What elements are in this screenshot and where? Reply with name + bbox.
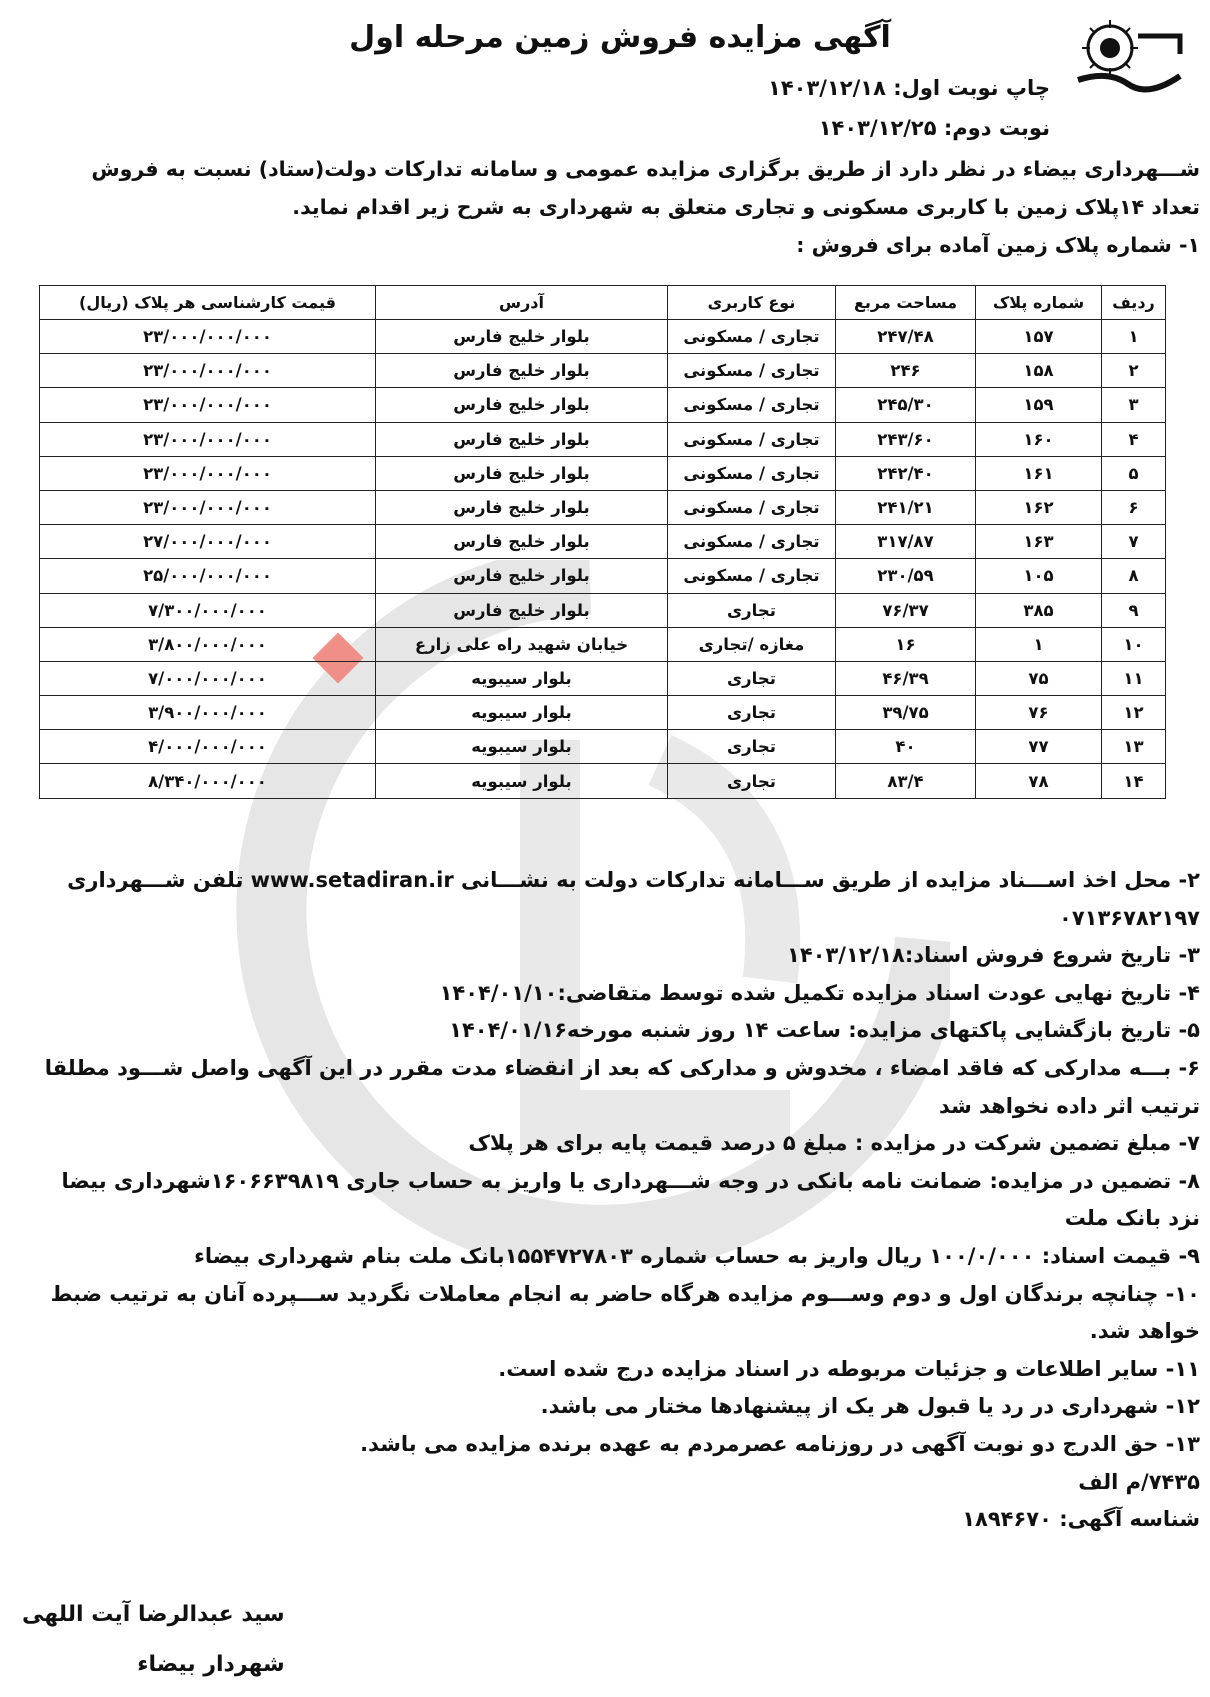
cell-usage: تجاری	[668, 696, 836, 730]
cell-plot-number: ۱۵۸	[976, 354, 1102, 388]
col-header-usage: نوع کاربری	[668, 286, 836, 320]
cell-plot-number: ۱	[976, 627, 1102, 661]
item-3: ۳- تاریخ شروع فروش اسناد:۱۴۰۳/۱۲/۱۸	[787, 943, 1200, 968]
item-13: ۱۳- حق الدرج دو نوبت آگهی در روزنامه عصرمردم به عهده برنده مزایده می باشد.	[360, 1431, 1200, 1456]
cell-area: ۱۶	[836, 627, 976, 661]
cell-usage: تجاری	[668, 764, 836, 798]
cell-usage: تجاری / مسکونی	[668, 354, 836, 388]
cell-area: ۸۳/۴	[836, 764, 976, 798]
item-10: ۱۰- چنانچه برندگان اول و دوم وســـوم مزایده هرگاه حاضر به انجام معاملات نگردید ســـپرده آنان به ترتیب ضبط	[50, 1281, 1200, 1306]
cell-row-num: ۱۲	[1102, 696, 1166, 730]
municipality-phone: ۰۷۱۳۶۷۸۲۱۹۷	[1059, 905, 1200, 930]
cell-row-num: ۳	[1102, 388, 1166, 422]
cell-price: ۳/۸۰۰/۰۰۰/۰۰۰	[40, 627, 376, 661]
cell-usage: مغازه /تجاری	[668, 627, 836, 661]
table-row	[40, 525, 1166, 559]
cell-plot-number: ۱۶۳	[976, 525, 1102, 559]
cell-address: بلوار سیبویه	[376, 764, 668, 798]
cell-area: ۴۶/۳۹	[836, 661, 976, 695]
table-row	[40, 661, 1166, 695]
item-5: ۵- تاریخ بازگشایی پاکتهای مزایده: ساعت ۱۴ روز شنبه مورخه۱۴۰۴/۰۱/۱۶	[449, 1018, 1200, 1043]
signer-role: شهردار بیضاء	[137, 1652, 285, 1677]
intro-line-1: شـــهرداری بیضاء در نظر دارد از طریق برگزاری مزایده عمومی و سامانه تدارکات دولت(ستاد) نسبت به فروش	[91, 157, 1200, 181]
cell-area: ۲۴۶	[836, 354, 976, 388]
cell-plot-number: ۱۵۷	[976, 320, 1102, 354]
cell-usage: تجاری / مسکونی	[668, 559, 836, 593]
notice-code: ۷۴۳۵/م الف	[1078, 1469, 1200, 1494]
cell-usage: تجاری / مسکونی	[668, 422, 836, 456]
cell-price: ۲۳/۰۰۰/۰۰۰/۰۰۰	[40, 456, 376, 490]
cell-area: ۳۹/۷۵	[836, 696, 976, 730]
cell-usage: تجاری / مسکونی	[668, 320, 836, 354]
col-header-address: آدرس	[376, 286, 668, 320]
cell-row-num: ۴	[1102, 422, 1166, 456]
item-4: ۴- تاریخ نهایی عودت اسناد مزایده تکمیل شده توسط متقاضی:۱۴۰۴/۰۱/۱۰	[439, 980, 1200, 1005]
item-6-cont: ترتیب اثر داده نخواهد شد	[938, 1093, 1200, 1118]
item-10-cont: خواهد شد.	[1089, 1319, 1200, 1344]
cell-plot-number: ۱۶۱	[976, 456, 1102, 490]
cell-area: ۴۰	[836, 730, 976, 764]
cell-address: بلوار سیبویه	[376, 730, 668, 764]
table-row	[40, 696, 1166, 730]
cell-address: بلوار خلیج فارس	[376, 593, 668, 627]
item-6: ۶- بـــه مدارکی که فاقد امضاء ، مخدوش و مدارکی که بعد از انقضاء مدت مقرر در این آگهی واصل شـــود مطلقا	[44, 1055, 1200, 1080]
cell-area: ۲۴۱/۲۱	[836, 490, 976, 524]
cell-row-num: ۹	[1102, 593, 1166, 627]
cell-price: ۲۳/۰۰۰/۰۰۰/۰۰۰	[40, 490, 376, 524]
cell-price: ۷/۳۰۰/۰۰۰/۰۰۰	[40, 593, 376, 627]
table-row	[40, 320, 1166, 354]
cell-plot-number: ۷۵	[976, 661, 1102, 695]
cell-row-num: ۸	[1102, 559, 1166, 593]
cell-usage: تجاری	[668, 593, 836, 627]
cell-row-num: ۱	[1102, 320, 1166, 354]
item-7: ۷- مبلغ تضمین شرکت در مزایده : مبلغ ۵ درصد قیمت پایه برای هر پلاک	[468, 1131, 1200, 1156]
table-row	[40, 422, 1166, 456]
item-12: ۱۲- شهرداری در رد یا قبول هر یک از پیشنهادها مختار می باشد.	[540, 1394, 1200, 1419]
cell-area: ۲۴۲/۴۰	[836, 456, 976, 490]
print-second-date: نوبت دوم: ۱۴۰۳/۱۲/۲۵	[818, 116, 1050, 140]
cell-price: ۲۳/۰۰۰/۰۰۰/۰۰۰	[40, 422, 376, 456]
col-header-row-num: ردیف	[1102, 286, 1166, 320]
cell-usage: تجاری / مسکونی	[668, 490, 836, 524]
cell-address: بلوار خلیج فارس	[376, 320, 668, 354]
cell-address: بلوار خلیج فارس	[376, 559, 668, 593]
cell-area: ۲۴۷/۴۸	[836, 320, 976, 354]
cell-price: ۲۳/۰۰۰/۰۰۰/۰۰۰	[40, 388, 376, 422]
cell-address: خیابان شهید راه علی زارع	[376, 627, 668, 661]
cell-address: بلوار خلیج فارس	[376, 456, 668, 490]
notice-id: شناسه آگهی: ۱۸۹۴۶۷۰	[962, 1507, 1200, 1532]
cell-price: ۲۳/۰۰۰/۰۰۰/۰۰۰	[40, 320, 376, 354]
cell-address: بلوار خلیج فارس	[376, 422, 668, 456]
cell-price: ۸/۳۴۰/۰۰۰/۰۰۰	[40, 764, 376, 798]
item-2-text: ۲- محل اخذ اســـناد مزایده از طریق ســـامانه تدارکات دولت به نشـــانی	[461, 868, 1200, 892]
cell-area: ۳۱۷/۸۷	[836, 525, 976, 559]
signer-name: سید عبدالرضا آیت اللهی	[22, 1602, 285, 1627]
cell-plot-number: ۱۰۵	[976, 559, 1102, 593]
cell-usage: تجاری / مسکونی	[668, 456, 836, 490]
col-header-price: قیمت کارشناسی هر پلاک (ریال)	[40, 286, 376, 320]
table-row	[40, 388, 1166, 422]
signature-block	[22, 1590, 285, 1690]
cell-plot-number: ۱۵۹	[976, 388, 1102, 422]
setad-url: www.setadiran.ir	[250, 868, 454, 892]
cell-address: بلوار خلیج فارس	[376, 525, 668, 559]
table-row	[40, 764, 1166, 798]
cell-price: ۲۵/۰۰۰/۰۰۰/۰۰۰	[40, 559, 376, 593]
table-row	[40, 627, 1166, 661]
cell-area: ۷۶/۳۷	[836, 593, 976, 627]
cell-plot-number: ۳۸۵	[976, 593, 1102, 627]
cell-price: ۲۳/۰۰۰/۰۰۰/۰۰۰	[40, 354, 376, 388]
print-first-date: چاپ نوبت اول: ۱۴۰۳/۱۲/۱۸	[768, 76, 1050, 100]
cell-price: ۷/۰۰۰/۰۰۰/۰۰۰	[40, 661, 376, 695]
notice-title: آگهی مزایده فروش زمین مرحله اول	[349, 20, 891, 55]
cell-area: ۲۳۰/۵۹	[836, 559, 976, 593]
cell-price: ۳/۹۰۰/۰۰۰/۰۰۰	[40, 696, 376, 730]
cell-address: بلوار خلیج فارس	[376, 354, 668, 388]
conditions-list	[10, 862, 1200, 1539]
cell-row-num: ۶	[1102, 490, 1166, 524]
cell-area: ۲۴۳/۶۰	[836, 422, 976, 456]
col-header-plot-number: شماره پلاک	[976, 286, 1102, 320]
cell-row-num: ۱۳	[1102, 730, 1166, 764]
cell-plot-number: ۷۷	[976, 730, 1102, 764]
cell-row-num: ۱۴	[1102, 764, 1166, 798]
cell-usage: تجاری / مسکونی	[668, 525, 836, 559]
cell-plot-number: ۷۸	[976, 764, 1102, 798]
cell-row-num: ۲	[1102, 354, 1166, 388]
intro-line-2: تعداد ۱۴پلاک زمین با کاربری مسکونی و تجاری متعلق به شهرداری به شرح زیر اقدام نماید.	[292, 195, 1200, 219]
cell-price: ۲۷/۰۰۰/۰۰۰/۰۰۰	[40, 525, 376, 559]
cell-address: بلوار سیبویه	[376, 696, 668, 730]
cell-plot-number: ۷۶	[976, 696, 1102, 730]
intro-paragraph	[10, 150, 1200, 264]
cell-plot-number: ۱۶۰	[976, 422, 1102, 456]
cell-address: بلوار سیبویه	[376, 661, 668, 695]
cell-address: بلوار خلیج فارس	[376, 490, 668, 524]
table-row	[40, 730, 1166, 764]
item-8-cont: نزد بانک ملت	[1064, 1206, 1200, 1231]
item-2-phone-label: تلفن شـــهرداری	[67, 868, 244, 892]
cell-plot-number: ۱۶۲	[976, 490, 1102, 524]
table-row	[40, 593, 1166, 627]
col-header-area: مساحت مربع	[836, 286, 976, 320]
item-11: ۱۱- سایر اطلاعات و جزئیات مربوطه در اسناد مزایده درج شده است.	[498, 1356, 1200, 1381]
cell-row-num: ۵	[1102, 456, 1166, 490]
table-row	[40, 456, 1166, 490]
table-header-row	[40, 286, 1166, 320]
cell-usage: تجاری / مسکونی	[668, 388, 836, 422]
table-row	[40, 490, 1166, 524]
cell-usage: تجاری	[668, 661, 836, 695]
cell-row-num: ۷	[1102, 525, 1166, 559]
item-9: ۹- قیمت اسناد: ۱۰۰/۰/۰۰۰ ریال واریز به حساب شماره ۱۵۵۴۷۲۷۸۰۳بانک ملت بنام شهرداری بیضاء	[194, 1243, 1200, 1268]
cell-address: بلوار خلیج فارس	[376, 388, 668, 422]
cell-row-num: ۱۰	[1102, 627, 1166, 661]
cell-row-num: ۱۱	[1102, 661, 1166, 695]
cell-usage: تجاری	[668, 730, 836, 764]
cell-area: ۲۴۵/۳۰	[836, 388, 976, 422]
intro-line-3: ۱- شماره پلاک زمین آماده برای فروش :	[796, 233, 1200, 257]
item-2	[10, 862, 1200, 900]
table-row	[40, 559, 1166, 593]
cell-price: ۴/۰۰۰/۰۰۰/۰۰۰	[40, 730, 376, 764]
item-8: ۸- تضمین در مزایده: ضمانت نامه بانکی در وجه شـــهرداری یا واریز به حساب جاری ۱۶۰۶۶۳۹۸۱۹شهرداری بیضا	[61, 1168, 1200, 1193]
table-row	[40, 354, 1166, 388]
print-dates	[768, 68, 1050, 148]
plots-table	[39, 285, 1166, 799]
table-body	[40, 320, 1166, 799]
